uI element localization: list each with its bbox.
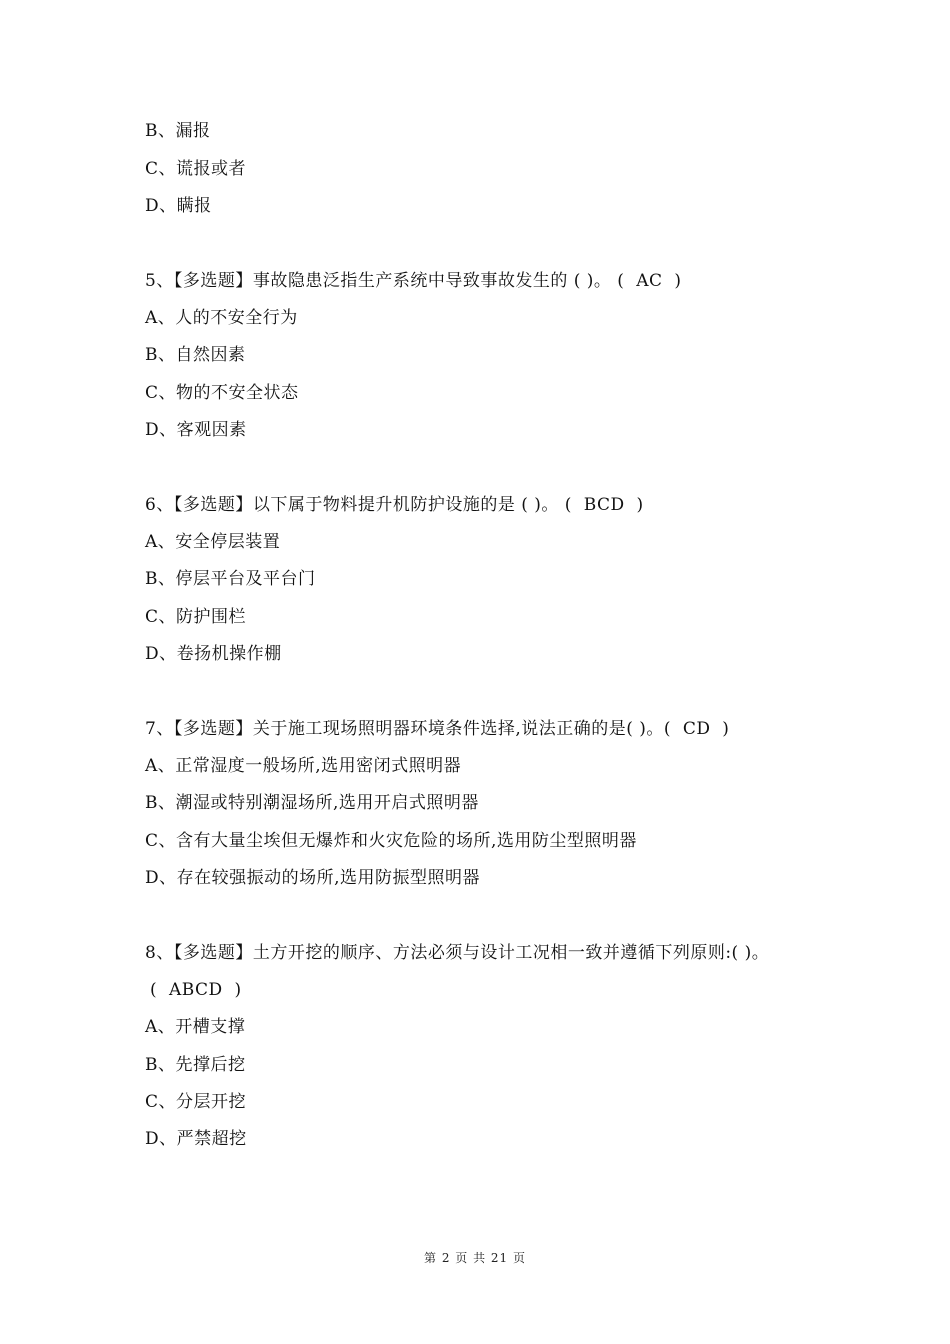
question-6-option-b: B、停层平台及平台门 <box>145 569 316 589</box>
prev-question-option-b: B、漏报 <box>145 121 211 141</box>
question-8-option-b: B、先撑后挖 <box>145 1055 246 1075</box>
question-5-option-d: D、客观因素 <box>145 420 247 440</box>
question-7-option-d: D、存在较强振动的场所,选用防振型照明器 <box>145 868 481 888</box>
question-7-option-c: C、含有大量尘埃但无爆炸和火灾危险的场所,选用防尘型照明器 <box>145 831 637 851</box>
question-8-answer: ( ABCD ) <box>150 980 242 1000</box>
question-6-option-c: C、防护围栏 <box>145 607 247 627</box>
prev-question-option-d: D、瞒报 <box>145 196 212 216</box>
question-6-option-d: D、卷扬机操作棚 <box>145 644 282 664</box>
page-footer: 第 2 页 共 21 页 <box>424 1251 526 1265</box>
question-5-option-b: B、自然因素 <box>145 345 246 365</box>
question-5-stem: 5、【多选题】事故隐患泛指生产系统中导致事故发生的 ( )。 ( AC ) <box>145 271 682 291</box>
question-5-option-a: A、人的不安全行为 <box>145 308 298 328</box>
question-8-option-c: C、分层开挖 <box>145 1092 247 1112</box>
question-8-stem: 8、【多选题】土方开挖的顺序、方法必须与设计工况相一致并遵循下列原则:( )。 <box>145 943 770 963</box>
question-7-stem: 7、【多选题】关于施工现场照明器环境条件选择,说法正确的是( )。( CD ) <box>145 719 730 739</box>
prev-question-option-c: C、谎报或者 <box>145 159 247 179</box>
question-8-option-d: D、严禁超挖 <box>145 1129 247 1149</box>
question-6-option-a: A、安全停层装置 <box>145 532 281 552</box>
question-8-option-a: A、开槽支撑 <box>145 1017 246 1037</box>
question-6-stem: 6、【多选题】以下属于物料提升机防护设施的是 ( )。 ( BCD ) <box>145 495 644 515</box>
question-7-option-b: B、潮湿或特别潮湿场所,选用开启式照明器 <box>145 793 479 813</box>
question-5-option-c: C、物的不安全状态 <box>145 383 299 403</box>
question-7-option-a: A、正常湿度一般场所,选用密闭式照明器 <box>145 756 462 776</box>
